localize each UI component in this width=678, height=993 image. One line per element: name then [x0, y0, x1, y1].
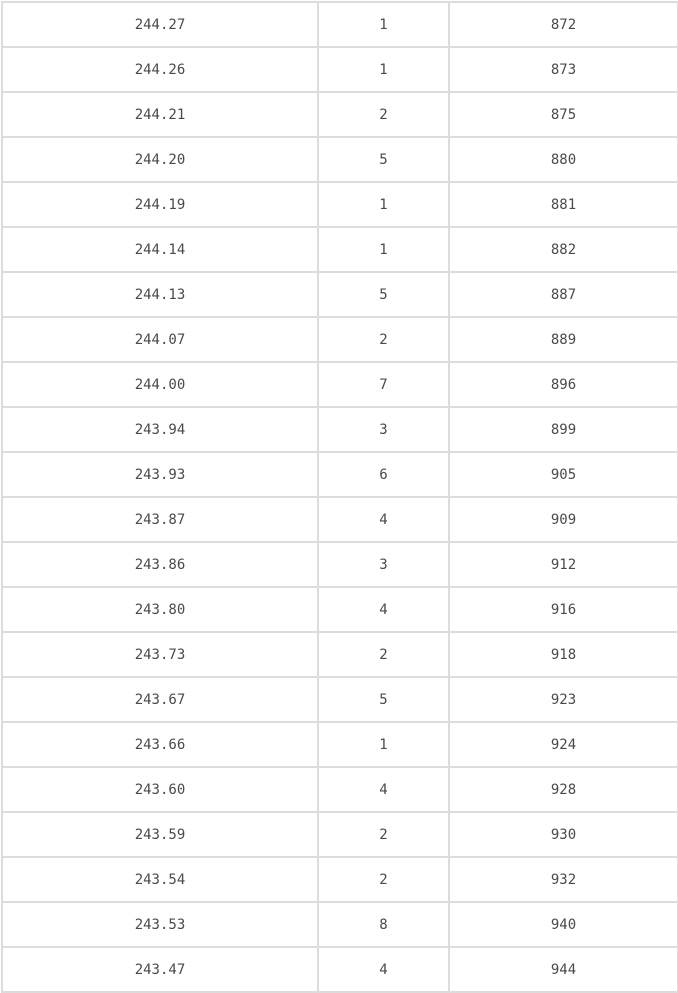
cumulative-count-cell: 932 — [449, 857, 678, 902]
cumulative-count-cell: 882 — [449, 227, 678, 272]
count-cell: 5 — [318, 272, 449, 317]
score-cell: 243.53 — [2, 902, 318, 947]
score-cell: 243.54 — [2, 857, 318, 902]
table-row — [2, 452, 678, 497]
cumulative-count-cell: 905 — [449, 452, 678, 497]
table-row — [2, 92, 678, 137]
count-cell: 7 — [318, 362, 449, 407]
score-cell: 243.80 — [2, 587, 318, 632]
table-row — [2, 272, 678, 317]
table-row — [2, 362, 678, 407]
count-cell: 2 — [318, 632, 449, 677]
table-row — [2, 137, 678, 182]
cumulative-count-cell: 899 — [449, 407, 678, 452]
table-row — [2, 587, 678, 632]
cumulative-count-cell: 896 — [449, 362, 678, 407]
score-cell: 244.14 — [2, 227, 318, 272]
count-cell: 2 — [318, 317, 449, 362]
cumulative-count-cell: 912 — [449, 542, 678, 587]
table-row — [2, 722, 678, 767]
cumulative-count-cell: 909 — [449, 497, 678, 542]
score-cell: 244.27 — [2, 2, 318, 47]
table-row — [2, 497, 678, 542]
table-row — [2, 2, 678, 47]
score-cell: 244.21 — [2, 92, 318, 137]
score-cell: 244.26 — [2, 47, 318, 92]
table-row — [2, 407, 678, 452]
score-cell: 243.66 — [2, 722, 318, 767]
score-cell: 244.20 — [2, 137, 318, 182]
count-cell: 1 — [318, 722, 449, 767]
score-cell: 243.73 — [2, 632, 318, 677]
table-row — [2, 632, 678, 677]
score-cell: 243.67 — [2, 677, 318, 722]
score-cell: 243.94 — [2, 407, 318, 452]
cumulative-count-cell: 875 — [449, 92, 678, 137]
cumulative-count-cell: 918 — [449, 632, 678, 677]
count-cell: 4 — [318, 587, 449, 632]
count-cell: 2 — [318, 92, 449, 137]
score-cell: 244.13 — [2, 272, 318, 317]
score-cell: 243.93 — [2, 452, 318, 497]
table-row — [2, 947, 678, 992]
score-cell: 243.86 — [2, 542, 318, 587]
count-cell: 2 — [318, 812, 449, 857]
table-row — [2, 767, 678, 812]
score-cell: 244.19 — [2, 182, 318, 227]
table-row — [2, 542, 678, 587]
cumulative-count-cell: 887 — [449, 272, 678, 317]
table-row — [2, 317, 678, 362]
count-cell: 1 — [318, 227, 449, 272]
count-cell: 3 — [318, 407, 449, 452]
count-cell: 4 — [318, 947, 449, 992]
cumulative-count-cell: 923 — [449, 677, 678, 722]
count-cell: 4 — [318, 497, 449, 542]
cumulative-count-cell: 873 — [449, 47, 678, 92]
table-row — [2, 227, 678, 272]
count-cell: 8 — [318, 902, 449, 947]
count-cell: 5 — [318, 677, 449, 722]
cumulative-count-cell: 924 — [449, 722, 678, 767]
score-cell: 244.00 — [2, 362, 318, 407]
count-cell: 4 — [318, 767, 449, 812]
score-cell: 243.47 — [2, 947, 318, 992]
score-distribution-table — [1, 1, 678, 993]
cumulative-count-cell: 940 — [449, 902, 678, 947]
cumulative-count-cell: 930 — [449, 812, 678, 857]
table-body — [2, 2, 678, 992]
count-cell: 6 — [318, 452, 449, 497]
count-cell: 2 — [318, 857, 449, 902]
table-row — [2, 812, 678, 857]
cumulative-count-cell: 880 — [449, 137, 678, 182]
table-row — [2, 47, 678, 92]
table-row — [2, 182, 678, 227]
count-cell: 5 — [318, 137, 449, 182]
score-cell: 243.59 — [2, 812, 318, 857]
cumulative-count-cell: 872 — [449, 2, 678, 47]
count-cell: 1 — [318, 47, 449, 92]
table-row — [2, 902, 678, 947]
score-cell: 243.87 — [2, 497, 318, 542]
table-row — [2, 857, 678, 902]
score-cell: 243.60 — [2, 767, 318, 812]
cumulative-count-cell: 928 — [449, 767, 678, 812]
table-row — [2, 677, 678, 722]
count-cell: 1 — [318, 2, 449, 47]
count-cell: 3 — [318, 542, 449, 587]
score-cell: 244.07 — [2, 317, 318, 362]
cumulative-count-cell: 916 — [449, 587, 678, 632]
cumulative-count-cell: 881 — [449, 182, 678, 227]
cumulative-count-cell: 944 — [449, 947, 678, 992]
count-cell: 1 — [318, 182, 449, 227]
cumulative-count-cell: 889 — [449, 317, 678, 362]
